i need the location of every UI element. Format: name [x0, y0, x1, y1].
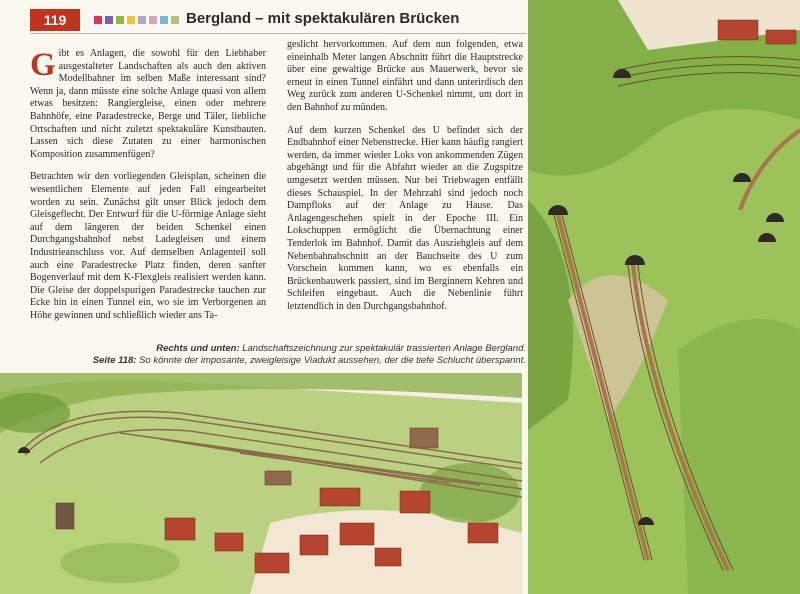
page-header — [0, 0, 528, 36]
image-captions — [30, 343, 526, 367]
color-swatch-4 — [127, 16, 135, 24]
color-swatch-5 — [138, 16, 146, 24]
paragraph-1: Gibt es Anlagen, die sowohl für den Liebhaber ausgestalteter Landschaften als auch den aktiven Modellbahner im selben Maße interessant sind? Wenn ja, dann müsste eine solche Anlage quasi von allem etwas besitzen: Rangiergleise, einen oder mehrere Bahnhöfe, eine Paradestrecke, Berge und Täler, liebliche Ortschaften und nicht zuletzt spektakuläre Kunstbauten. Lassen sich diese Zutaten zu einer harmonischen Komposition zusammenfügen? — [30, 47, 266, 160]
page-number: 119 — [30, 9, 80, 31]
article-column-right — [287, 39, 523, 323]
paragraph-4: Auf dem kurzen Schenkel des U befindet sich der Endbahnhof einer Nebenstrecke. Hier kann häufig rangiert werden, da immer wieder Loks von ankommenden Zügen abgehängt und für die Abfahrt wieder an die Zugspitze umgesetzt werden müssen. Nur bei Triebwagen entfällt dieses Schauspiel. In der Mehrzahl sind jedoch noch Dampfloks auf der Anlage zu Hause. Das Anlagengeschehen spielt in der Epoche III. Ein Lokschuppen ermöglicht die Übernachtung einer Tenderlok im Bahnhof. Damit das Ausziehgleis auf dem Nebenbahnabschnitt an der Bauchseite des U zum Vorschein kommen kann, wo es ebenfalls ein Brückenbauwerk passiert, sind im Berginnern Kehren und Schleifen eingebaut. Auch die Nebenlinie führt letztendlich in den Durchgangsbahnhof. — [287, 124, 523, 312]
color-swatch-6 — [149, 16, 157, 24]
landscape-illustration-right — [528, 0, 800, 594]
paragraph-3: geslicht hervorkommen. Auf dem nun folgenden, etwa eineinhalb Meter langen Abschnitt führt die Hauptstrecke über eine gewaltige Brücke aus Mauerwerk, bevor sie erneut in einen Tunnel einfährt und dann unterirdisch den Weg zurück zum anderen U-Schenkel nimmt, um dort in den Bahnhof zu münden. — [287, 39, 523, 113]
color-swatch-3 — [116, 16, 124, 24]
color-swatch-2 — [105, 16, 113, 24]
color-swatch-1 — [94, 16, 102, 24]
color-swatches — [94, 16, 179, 24]
paragraph-2: Betrachten wir den vorliegenden Gleisplan, scheinen die wesentlichen Elemente auf jeden Fall eingearbeitet worden zu sein. Zunächst gilt unser Blick jedoch dem Gleisgeflecht. Der Entwurf für die U-förmige Anlage sieht auf dem längeren der beiden Schenkel einen Durchgangsbahnhof nebst Ladegleisen und einem Industrieanschluss vor. Auf demselben Anlagenteil soll auch eine Paradestrecke Platz finden, deren sanfter Bogenverlauf mit dem K-Flexgleis realisiert werden kann. Die Gleise der doppelspurigen Paradestrecke tauchen zur Ecke hin in einen Tunnel ein, wo sie im Verborgenen an Höhe gewinnen und schließlich wieder ans Ta- — [30, 171, 266, 321]
color-swatch-7 — [160, 16, 168, 24]
drop-cap: G — [30, 47, 56, 83]
article-column-left — [30, 48, 266, 332]
caption-1: Rechts und unten: Landschaftszeichnung zur spektakulär trassierten Anlage Bergland. — [156, 343, 526, 354]
caption-2: Seite 118: So könnte der imposante, zweigleisige Viadukt aussehen, der die tiefe Schlucht überspannt. — [92, 355, 526, 366]
color-swatch-8 — [171, 16, 179, 24]
landscape-illustration-bottom — [0, 373, 522, 594]
header-divider — [30, 33, 526, 34]
page-title: Bergland – mit spektakulären Brücken — [186, 10, 460, 27]
